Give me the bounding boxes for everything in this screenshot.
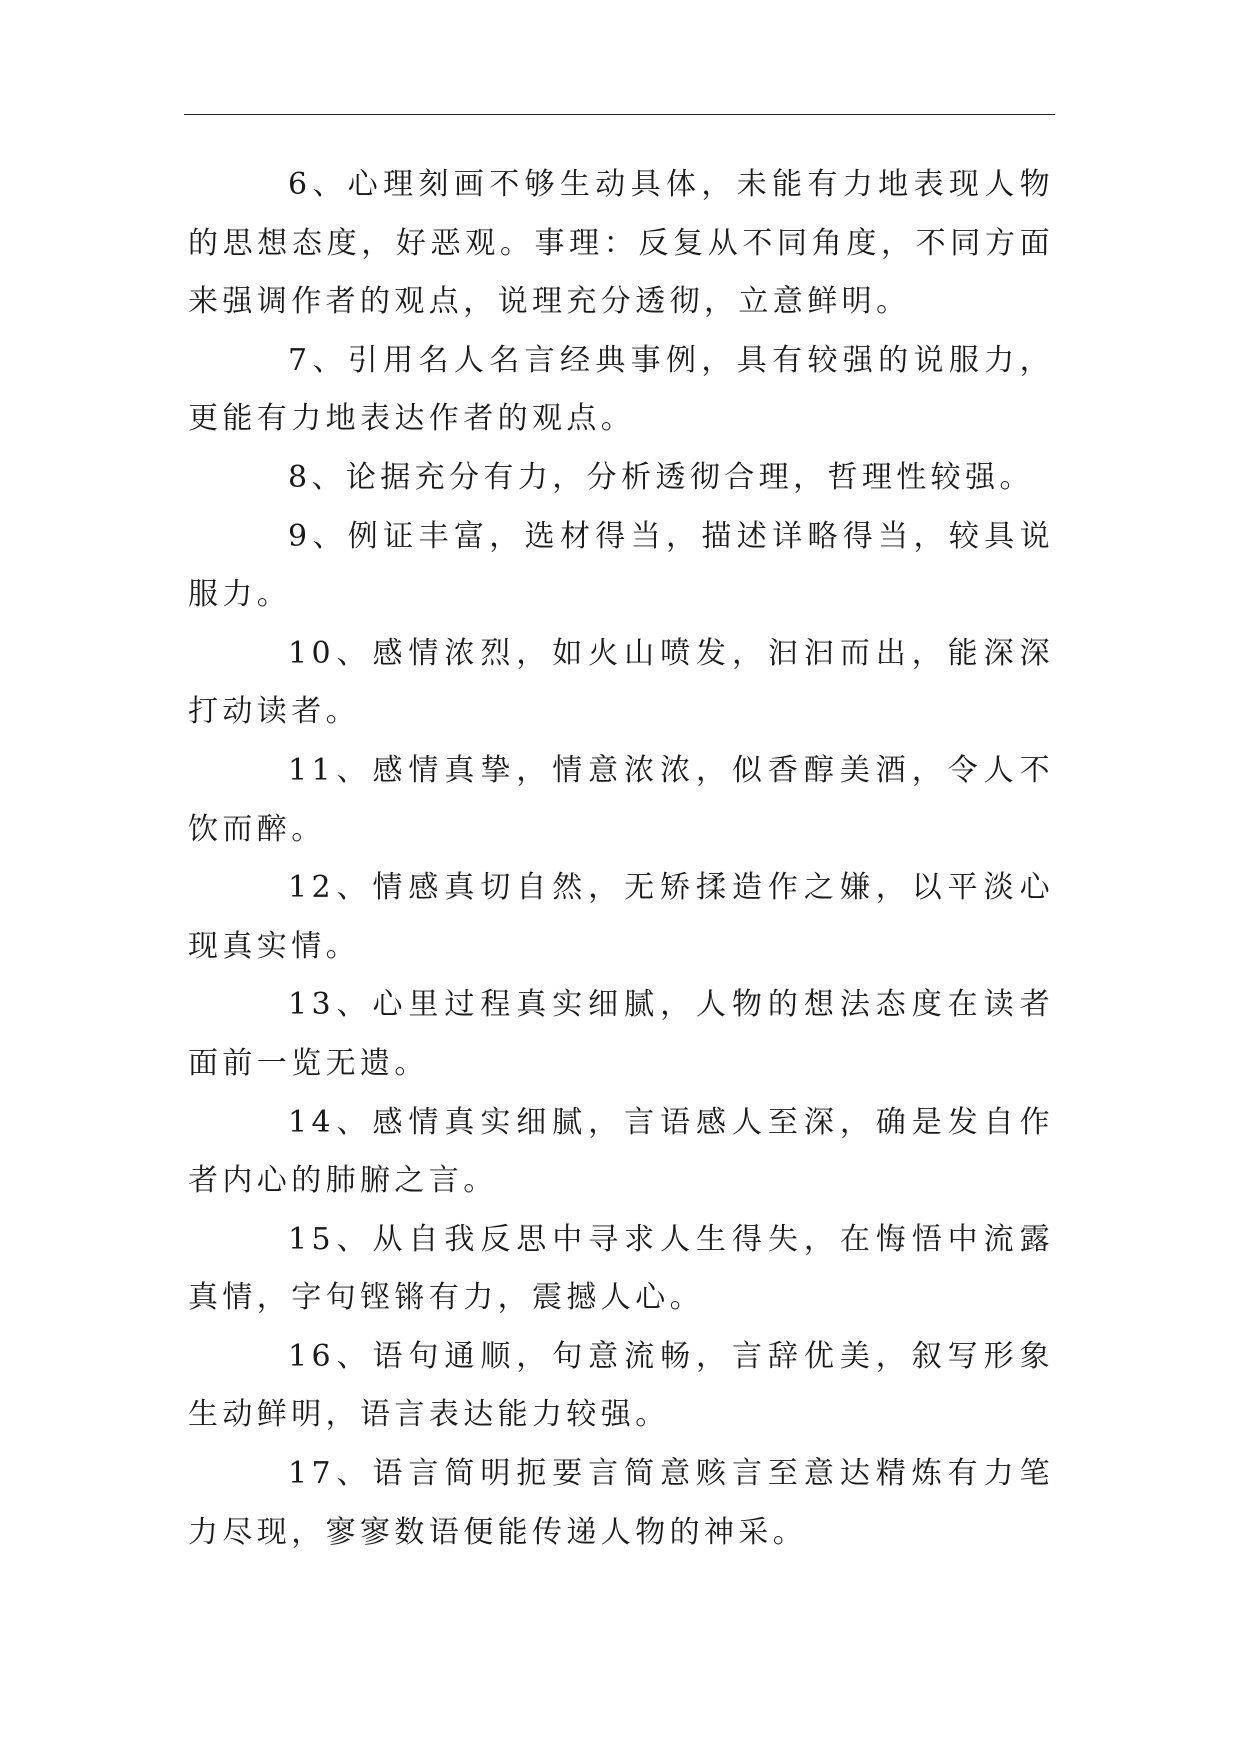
paragraph-8: 8、论据充分有力，分析透彻合理，哲理性较强。 — [288, 459, 1034, 495]
paragraph-6: 6、心理刻画不够生动具体，未能有力地表现人物的思想态度，好恶观。事理：反复从不同角度，不同方面来强调作者的观点，说理充分透彻，立意鲜明。 — [188, 167, 1054, 320]
paragraph-9: 9、例证丰富，选材得当，描述详略得当，较具说服力。 — [188, 518, 1054, 613]
paragraph-7: 7、引用名人名言经典事例，具有较强的说服力，更能有力地表达作者的观点。 — [188, 342, 1054, 437]
paragraph-12: 12、情感真切自然，无矫揉造作之嫌，以平淡心现真实情。 — [188, 870, 1054, 964]
paragraph-14: 14、感情真实细腻，言语感人至深，确是发自作者内心的肺腑之言。 — [188, 1104, 1054, 1199]
paragraph-16: 16、语句通顺，句意流畅，言辞优美，叙写形象生动鲜明，语言表达能力较强。 — [188, 1338, 1054, 1433]
document-body — [188, 156, 1054, 1562]
paragraph-15: 15、从自我反思中寻求人生得失，在悔悟中流露真情，字句铿锵有力，震撼人心。 — [188, 1221, 1054, 1316]
paragraph-17: 17、语言简明扼要言简意赅言至意达精炼有力笔力尽现，寥寥数语便能传递人物的神采。 — [188, 1456, 1054, 1550]
paragraph-11: 11、感情真挚，情意浓浓，似香醇美酒，令人不饮而醉。 — [188, 752, 1054, 847]
paragraph-10: 10、感情浓烈，如火山喷发，汩汩而出，能深深打动读者。 — [188, 635, 1054, 730]
paragraph-13: 13、心里过程真实细腻，人物的想法态度在读者面前一览无遗。 — [188, 987, 1054, 1081]
header-divider — [184, 114, 1055, 115]
